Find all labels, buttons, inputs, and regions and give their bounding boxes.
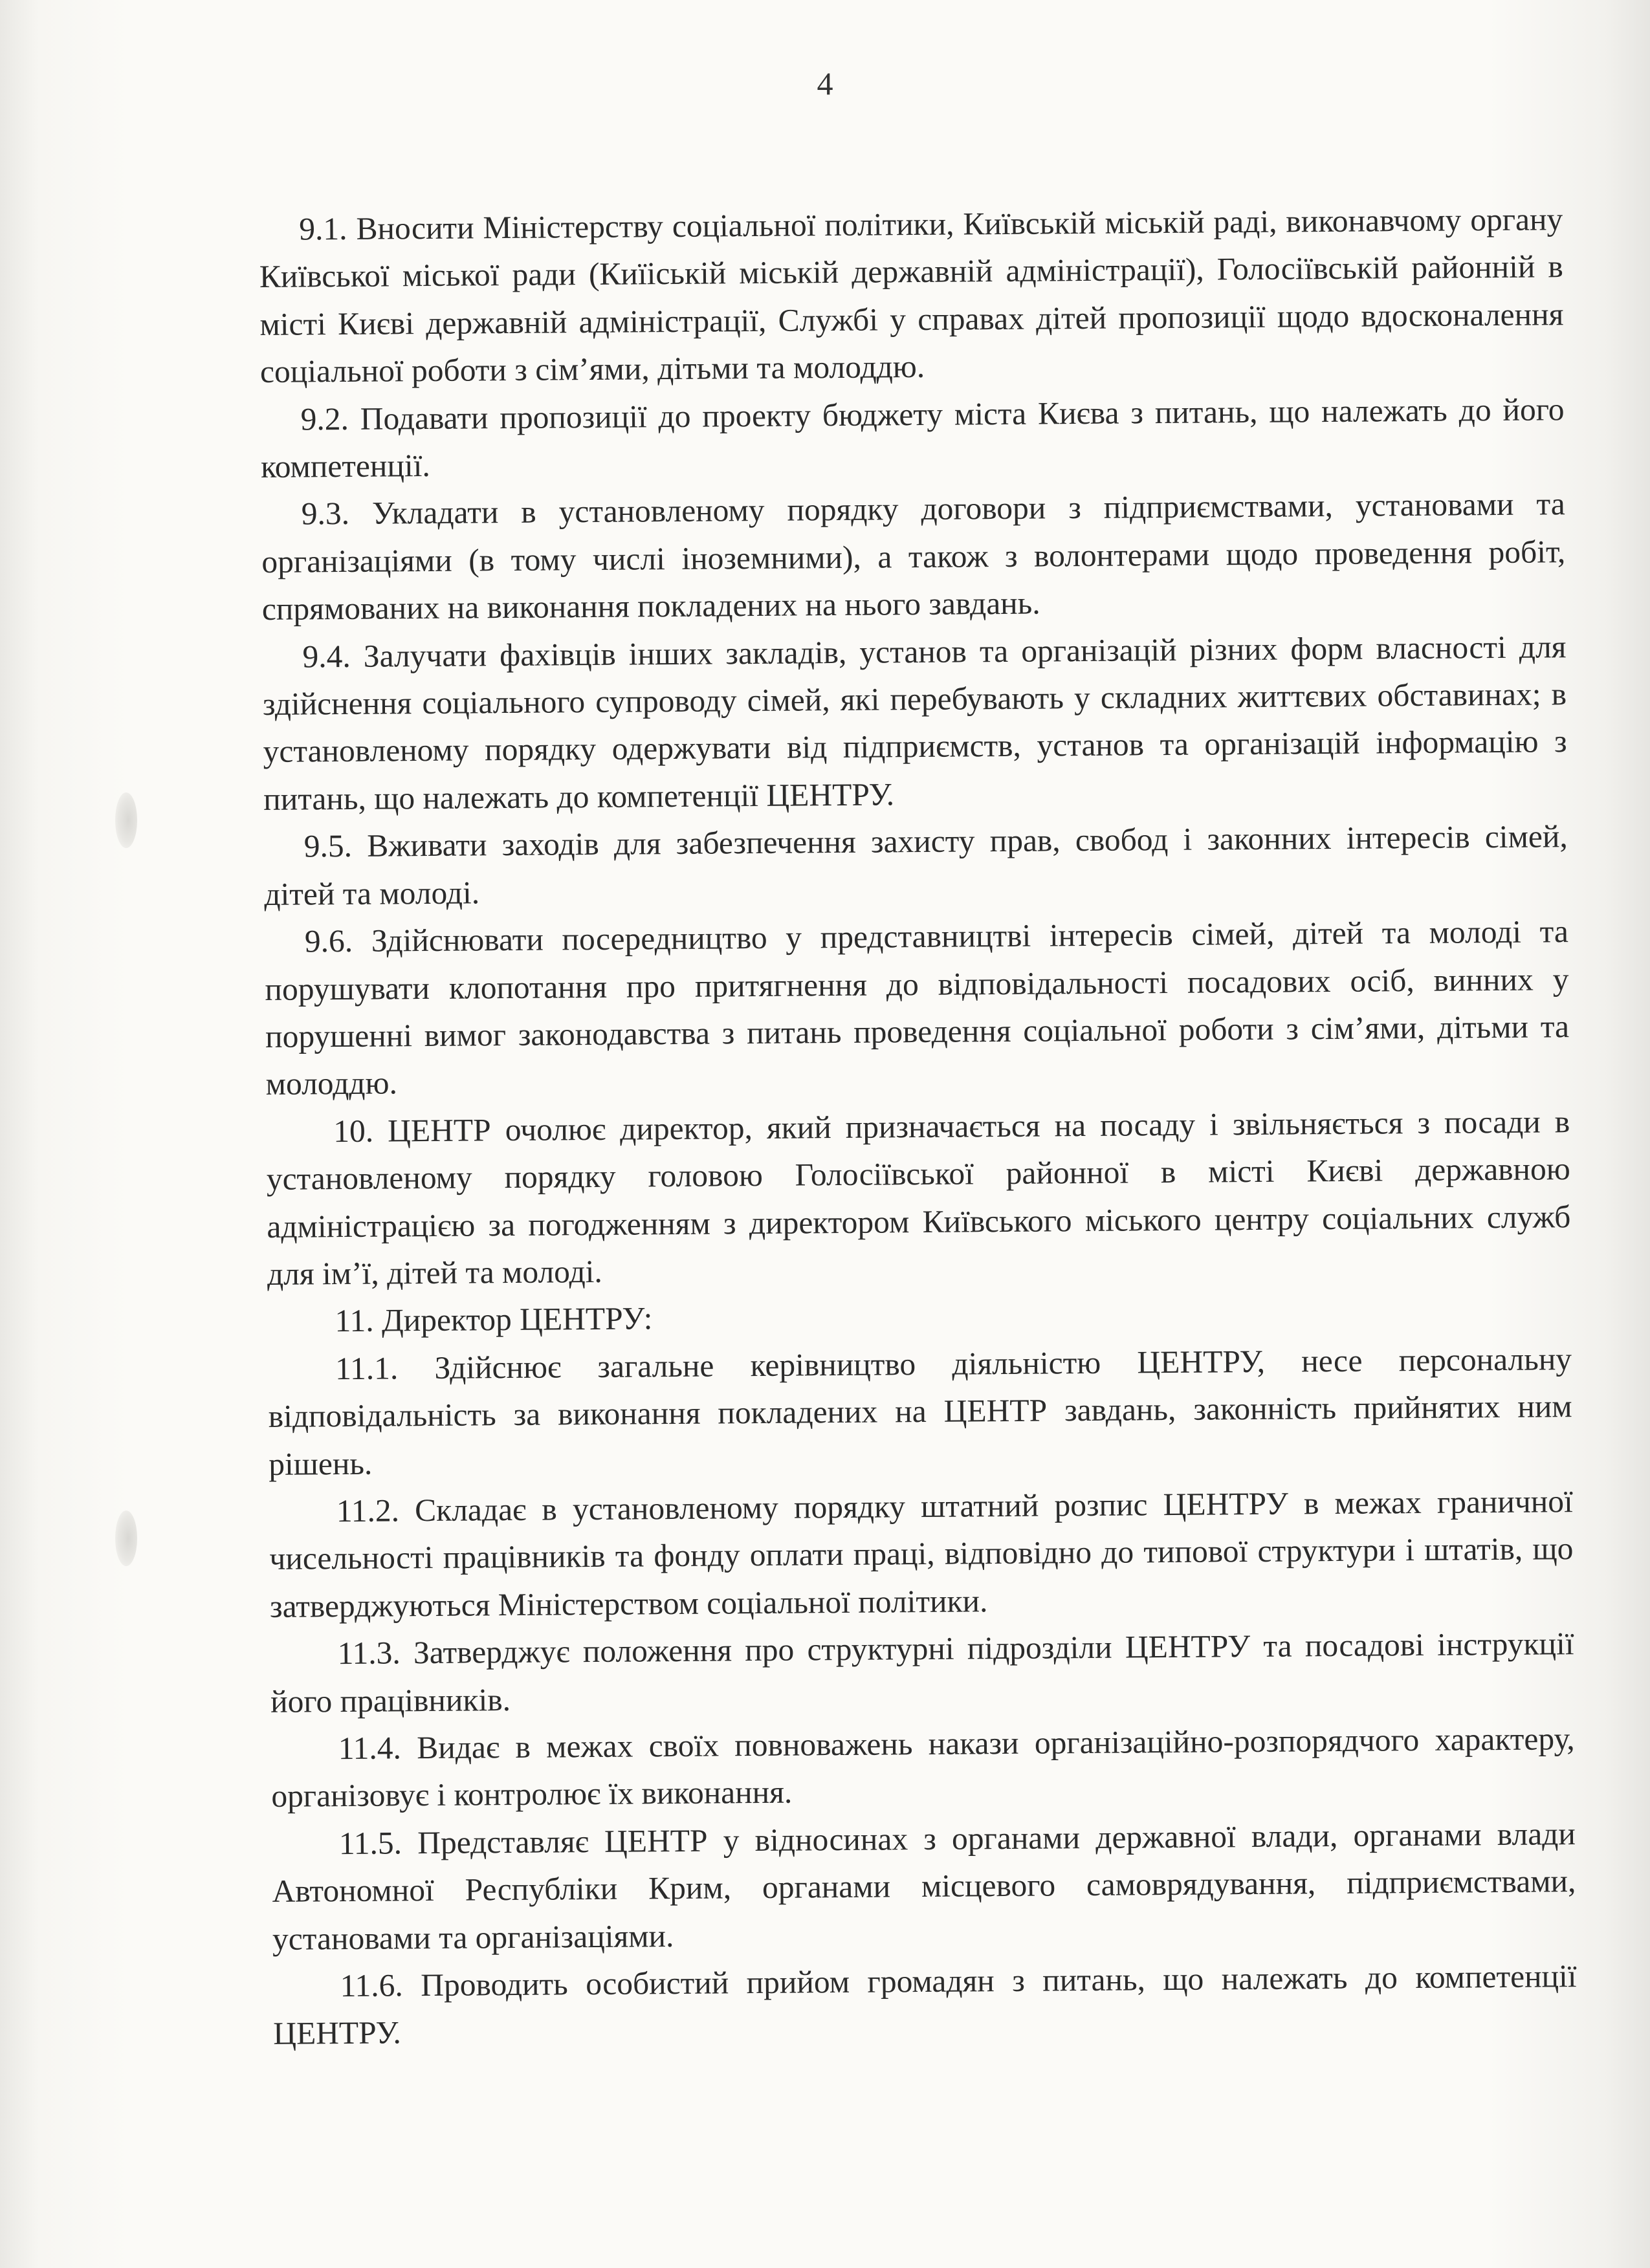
- paragraph-11-2: 11.2. Складає в установленому порядку штатний розпис ЦЕНТРУ в межах граничної чисельності працівників та фонду оплати праці, відповідно до типової структури і штатів, що затверджуються Міністерством соціальної політики.: [269, 1483, 1574, 1624]
- paragraph-9-4: 9.4. Залучати фахівців інших закладів, установ та організацій різних форм власності для здійснення соціального супроводу сімей, які перебувають у складних життєвих обставинах; в установленому порядку одержувати від підприємств, установ та організацій інформацію з питань, що належать до компетенції ЦЕНТРУ.: [262, 628, 1567, 817]
- paragraph-9-3: 9.3. Укладати в установленому порядку договори з підприємствами, установами та організаціями (в тому числі іноземними), а також з волонтерами щодо проведення робіт, спрямованих на виконання покладених на нього завдань.: [261, 486, 1566, 627]
- paragraph-9-2: 9.2. Подавати пропозиції до проекту бюджету міста Києва з питань, що належать до його компетенції.: [260, 391, 1565, 485]
- paragraph-11-5: 11.5. Представляє ЦЕНТР у відносинах з органами державної влади, органами влади Автономної Республіки Крим, органами місцевого самоврядування, підприємствами, установами та організаціями.: [272, 1815, 1576, 1957]
- paragraph-10: 10. ЦЕНТР очолює директор, який призначається на посаду і звільняється з посади в установленому порядку головою Голосіївської районної в місті Києві державною адміністрацією за погодженням з директором Київського міського центру соціальних служб для ім’ї, дітей та молоді.: [266, 1103, 1571, 1292]
- paragraph-11-6: 11.6. Проводить особистий прийом громадян з питань, що належать до компетенції ЦЕНТРУ.: [272, 1958, 1577, 2052]
- paragraph-9-6: 9.6. Здійснювати посередництво у представництві інтересів сімей, дітей та молоді та порушувати клопотання про притягнення до відповідальності посадових осіб, винних у порушенні вимог законодавства з питань проведення соціальної роботи з сім’ями, дітьми та молоддю.: [265, 913, 1570, 1102]
- paragraph-11-3: 11.3. Затверджує положення про структурні підрозділи ЦЕНТРУ та посадові інструкції його працівників.: [270, 1626, 1574, 1719]
- page-number: 4: [817, 65, 833, 102]
- punch-hole: [115, 792, 137, 848]
- document-body: [259, 195, 1577, 2058]
- paragraph-11-4: 11.4. Видає в межах своїх повноважень накази організаційно-розпорядчого характеру, організовує і контролює їх виконання.: [271, 1721, 1575, 1815]
- punch-hole: [115, 1510, 137, 1566]
- paragraph-11: 11. Директор ЦЕНТРУ:: [335, 1300, 653, 1339]
- paragraph-11-1: 11.1. Здійснює загальне керівництво діяльністю ЦЕНТРУ, несе персональну відповідальність за виконання покладених на ЦЕНТР завдань, законність прийнятих ним рішень.: [268, 1340, 1572, 1482]
- paragraph-9-5: 9.5. Вживати заходів для забезпечення захисту прав, свобод і законних інтересів сімей, дітей та молоді.: [264, 818, 1568, 912]
- paragraph-9-1: 9.1. Вносити Міністерству соціальної політики, Київській міській раді, виконавчому органу Київської міської ради (Киїіській міській державній адміністрації), Голосіївській районній в місті Києві державній адміністрації, Службі у справах дітей пропозиції щодо вдосконалення соціальної роботи з сім’ями, дітьми та молоддю.: [259, 201, 1564, 390]
